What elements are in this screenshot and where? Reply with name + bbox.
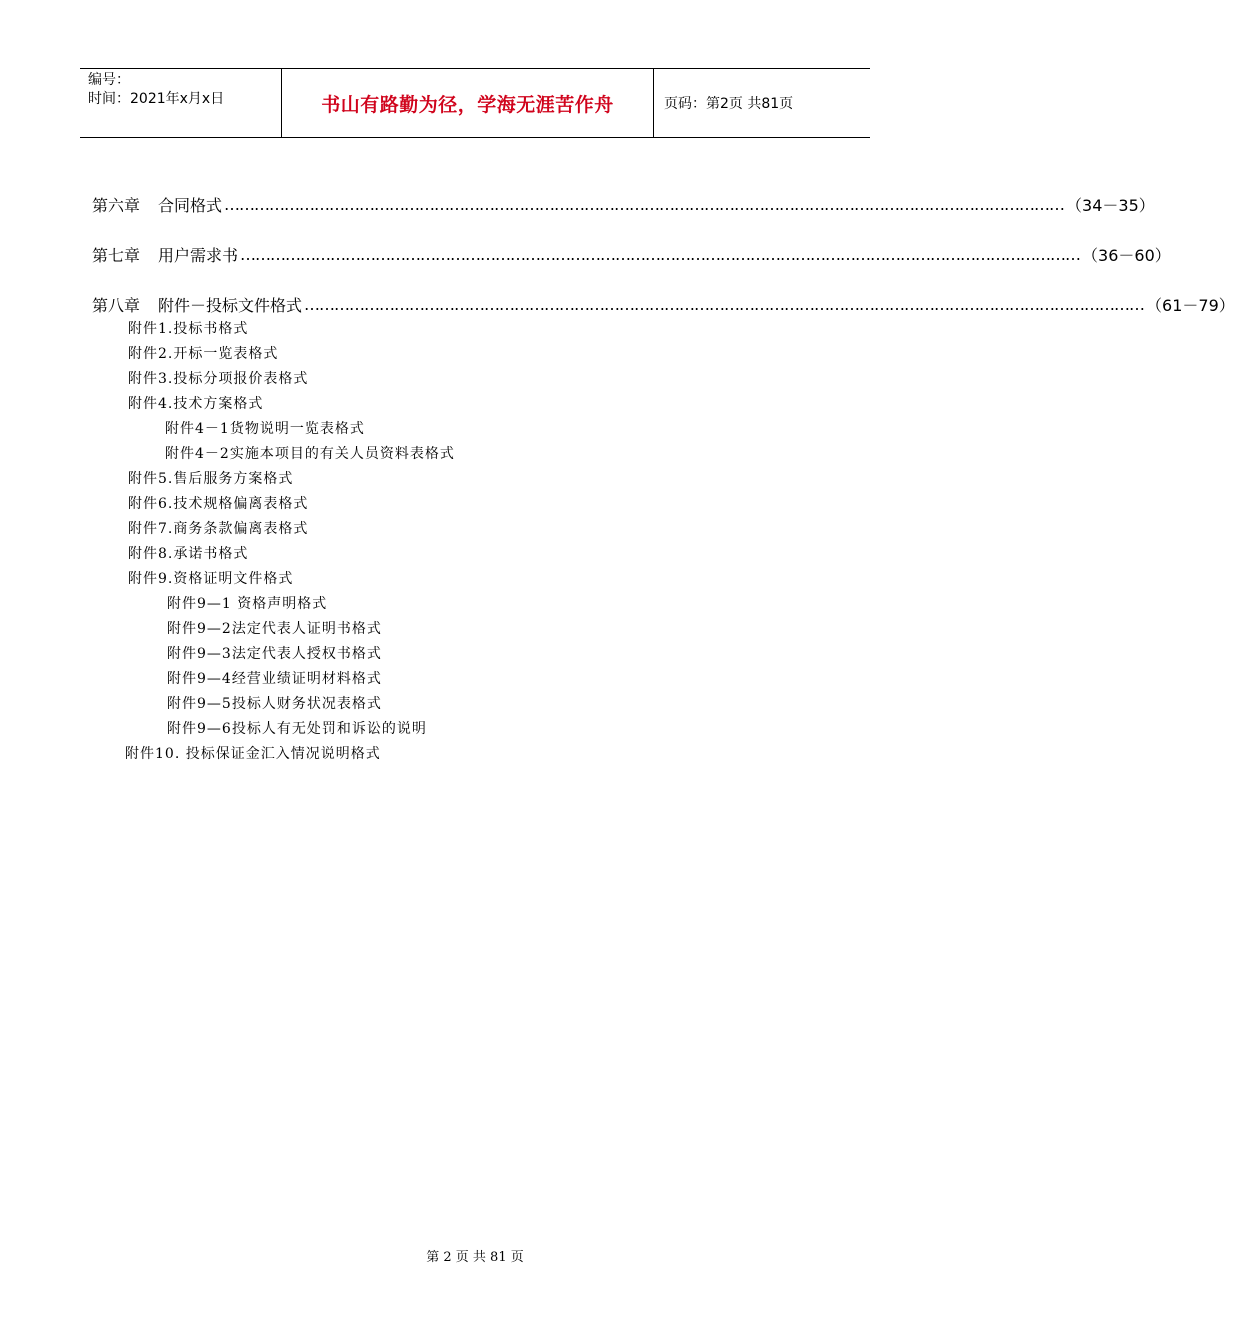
toc-chapter-8[interactable] [92,292,1235,316]
toc-chapter-6[interactable] [92,192,1155,216]
annex-subitem: 附件9—1 资格声明格式 [167,596,328,612]
annex-subitem: 附件4－1货物说明一览表格式 [165,421,365,437]
annex-item: 附件1.投标书格式 [128,321,249,337]
chapter-pages: （36－60） [1082,245,1171,265]
annex-item: 附件10. 投标保证金汇入情况说明格式 [125,746,381,762]
annex-item: 附件6.技术规格偏离表格式 [128,496,309,512]
number-label: 编号： [88,72,130,88]
leader-dots: …………………………………………………………………………………………………………………………………………………… [240,244,1081,264]
annex-item: 附件8.承诺书格式 [128,546,249,562]
annex-subitem: 附件9—5投标人财务状况表格式 [167,696,382,712]
annex-subitem: 附件9—6投标人有无处罚和诉讼的说明 [167,721,427,737]
chapter-number: 第六章 [92,195,141,215]
page-header [80,68,870,138]
chapter-pages: （61－79） [1146,295,1235,315]
toc-chapter-7[interactable] [92,242,1171,266]
annex-item: 附件2.开标一览表格式 [128,346,279,362]
chapter-number: 第七章 [92,245,141,265]
header-meta [80,69,282,137]
chapter-title: 合同格式 [158,195,223,215]
time-label: 时间：2021年x月x日 [88,91,225,107]
leader-dots: …………………………………………………………………………………………………………………………………………………… [224,194,1065,214]
annex-subitem: 附件4－2实施本项目的有关人员资料表格式 [165,446,455,462]
page-info: 页码：第2页 共81页 [664,96,794,112]
annex-item: 附件4.技术方案格式 [128,396,264,412]
leader-dots: …………………………………………………………………………………………………………………………………………………… [304,294,1145,314]
header-motto-cell [282,69,654,137]
chapter-title: 用户需求书 [158,245,239,265]
annex-item: 附件7.商务条款偏离表格式 [128,521,309,537]
annex-item: 附件3.投标分项报价表格式 [128,371,309,387]
chapter-pages: （34－35） [1066,195,1155,215]
motto: 书山有路勤为径，学海无涯苦作舟 [321,93,614,116]
annex-subitem: 附件9—4经营业绩证明材料格式 [167,671,382,687]
chapter-title: 附件－投标文件格式 [158,295,303,315]
annex-subitem: 附件9—2法定代表人证明书格式 [167,621,382,637]
chapter-number: 第八章 [92,295,141,315]
annex-item: 附件5.售后服务方案格式 [128,471,294,487]
annex-subitem: 附件9—3法定代表人授权书格式 [167,646,382,662]
annex-item: 附件9.资格证明文件格式 [128,571,294,587]
header-page-cell [654,69,870,137]
page-footer: 第 2 页 共 81 页 [426,1250,524,1265]
